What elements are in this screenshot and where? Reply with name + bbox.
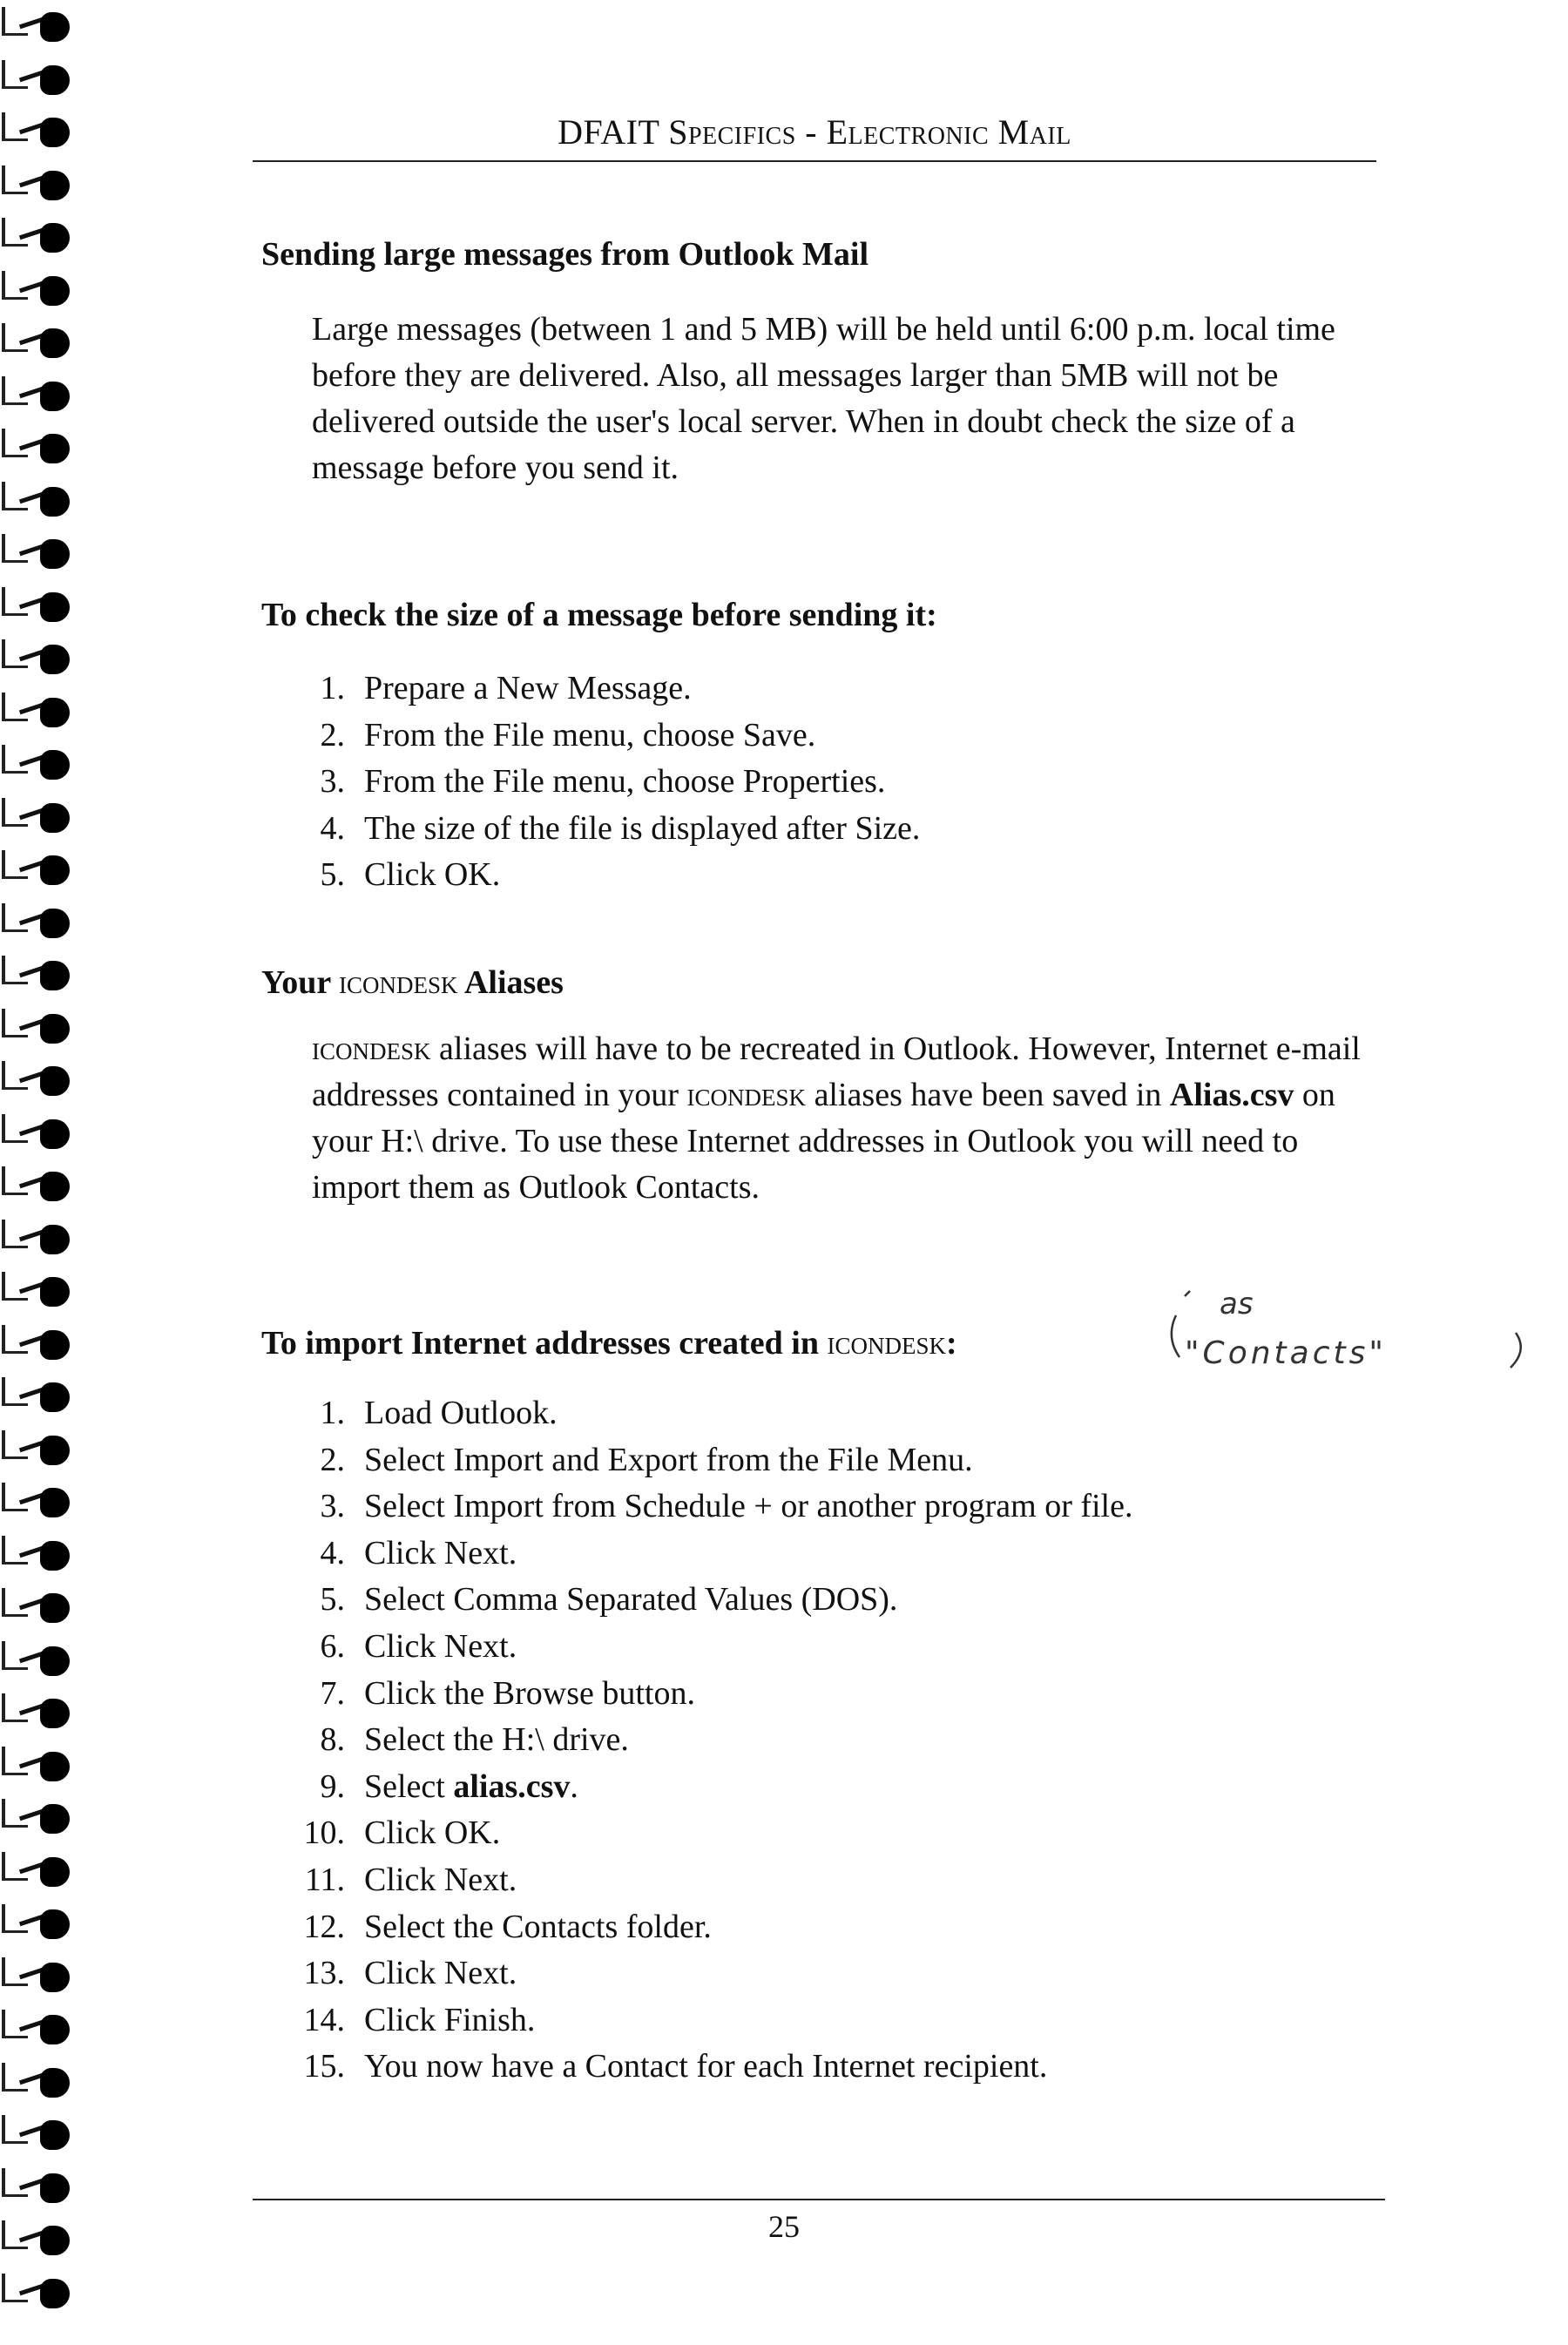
list-item: 3. From the File menu, choose Properties. (320, 763, 886, 801)
binding-ring (0, 798, 78, 833)
section-heading-import: To import Internet addresses created in icondesk: (261, 1325, 957, 1362)
list-item: 3. Select Import from Schedule + or another program or file. (320, 1488, 1133, 1525)
binding-ring (0, 534, 78, 569)
binding-ring (0, 1852, 78, 1887)
footer-rule (253, 2199, 1385, 2200)
binding-ring (0, 1641, 78, 1676)
handwritten-annotation (1150, 1281, 1533, 1402)
binding-ring (0, 1693, 78, 1728)
page-header (253, 105, 1376, 162)
binding-ring (0, 693, 78, 727)
binding-ring (0, 1061, 78, 1096)
section-heading-large-messages: Sending large messages from Outlook Mail (261, 236, 869, 273)
binding-ring (0, 323, 78, 358)
binding-ring (0, 2010, 78, 2044)
binding-ring (0, 218, 78, 253)
binding-ring (0, 1220, 78, 1254)
binding-ring (0, 1904, 78, 1939)
binding-ring (0, 2168, 78, 2203)
binding-ring (0, 1483, 78, 1517)
binding-ring (0, 1957, 78, 1992)
list-item: 2. Select Import and Export from the File Menu. (320, 1441, 973, 1478)
page-number: 25 (768, 2209, 800, 2244)
handwritten-line1: as (1220, 1287, 1254, 1321)
binding-ring (0, 1799, 78, 1834)
binding-ring (0, 60, 78, 95)
list-item: 12. Select the Contacts folder. (303, 1908, 712, 1945)
list-item: 2. From the File menu, choose Save. (320, 716, 816, 754)
list-item: 4. The size of the file is displayed after Size. (320, 809, 921, 847)
binding-ring (0, 112, 78, 147)
spiral-binding (0, 0, 87, 2345)
binding-ring (0, 1009, 78, 1044)
binding-ring (0, 166, 78, 200)
binding-ring (0, 376, 78, 411)
import-steps (296, 1390, 1429, 2091)
binding-ring (0, 271, 78, 306)
binding-ring (0, 1430, 78, 1465)
list-item: 1. Prepare a New Message. (320, 670, 692, 706)
binding-ring (0, 2063, 78, 2098)
section-heading-check-size: To check the size of a message before sending it: (261, 597, 937, 633)
list-item: 8. Select the H:\ drive. (320, 1721, 629, 1759)
list-item: 6. Click Next. (320, 1627, 517, 1665)
binding-ring (0, 745, 78, 780)
binding-ring (0, 1325, 78, 1360)
binding-ring (0, 1536, 78, 1571)
list-item: 7. Click the Browse button. (320, 1674, 695, 1712)
binding-ring (0, 2115, 78, 2150)
list-item: 14. Click Finish. (303, 2001, 536, 2038)
handwritten-line2: "Contacts" (1185, 1335, 1387, 1371)
binding-ring (0, 850, 78, 885)
binding-ring (0, 587, 78, 622)
list-item: 5. Click OK. (320, 856, 501, 894)
check-size-steps (296, 666, 1429, 899)
list-item: 4. Click Next. (320, 1534, 517, 1571)
header-title: DFAIT Specifics - Electronic Mail (558, 112, 1071, 152)
binding-ring (0, 1377, 78, 1412)
binding-ring (0, 2274, 78, 2308)
list-item: 1. Load Outlook. (320, 1395, 558, 1431)
binding-ring (0, 429, 78, 463)
binding-ring (0, 7, 78, 42)
list-item: 15. You now have a Contact for each Internet recipient. (303, 2048, 1048, 2085)
list-item: 10. Click OK. (303, 1815, 501, 1852)
list-item: 13. Click Next. (303, 1955, 517, 1992)
list-item: 11. Click Next. (304, 1861, 517, 1898)
binding-ring (0, 639, 78, 674)
binding-ring (0, 903, 78, 938)
large-messages-paragraph: Large messages (between 1 and 5 MB) will be held until 6:00 p.m. local time before they are delivered. Also, all messages larger than 5MB will not be delivered outside the user's local server. When in doubt check the size of a message before you send it. (312, 311, 1335, 486)
aliases-paragraph: icondesk aliases will have to be recreated in Outlook. However, Internet e-mail addresses contained in your icondesk aliases have been saved in Alias.csv on your H:\ drive. To use these Internet addresses in Outlook you will need to import them as Outlook Contacts. (312, 1031, 1361, 1206)
binding-ring (0, 956, 78, 990)
binding-ring (0, 1166, 78, 1201)
binding-ring (0, 1114, 78, 1149)
list-item: 9. Select alias.csv. (320, 1767, 578, 1805)
binding-ring (0, 482, 78, 517)
binding-ring (0, 1747, 78, 1781)
list-item: 5. Select Comma Separated Values (DOS). (320, 1581, 898, 1619)
binding-ring (0, 1588, 78, 1623)
section-heading-aliases: Your icondesk Aliases (261, 964, 564, 1001)
binding-ring (0, 1272, 78, 1307)
